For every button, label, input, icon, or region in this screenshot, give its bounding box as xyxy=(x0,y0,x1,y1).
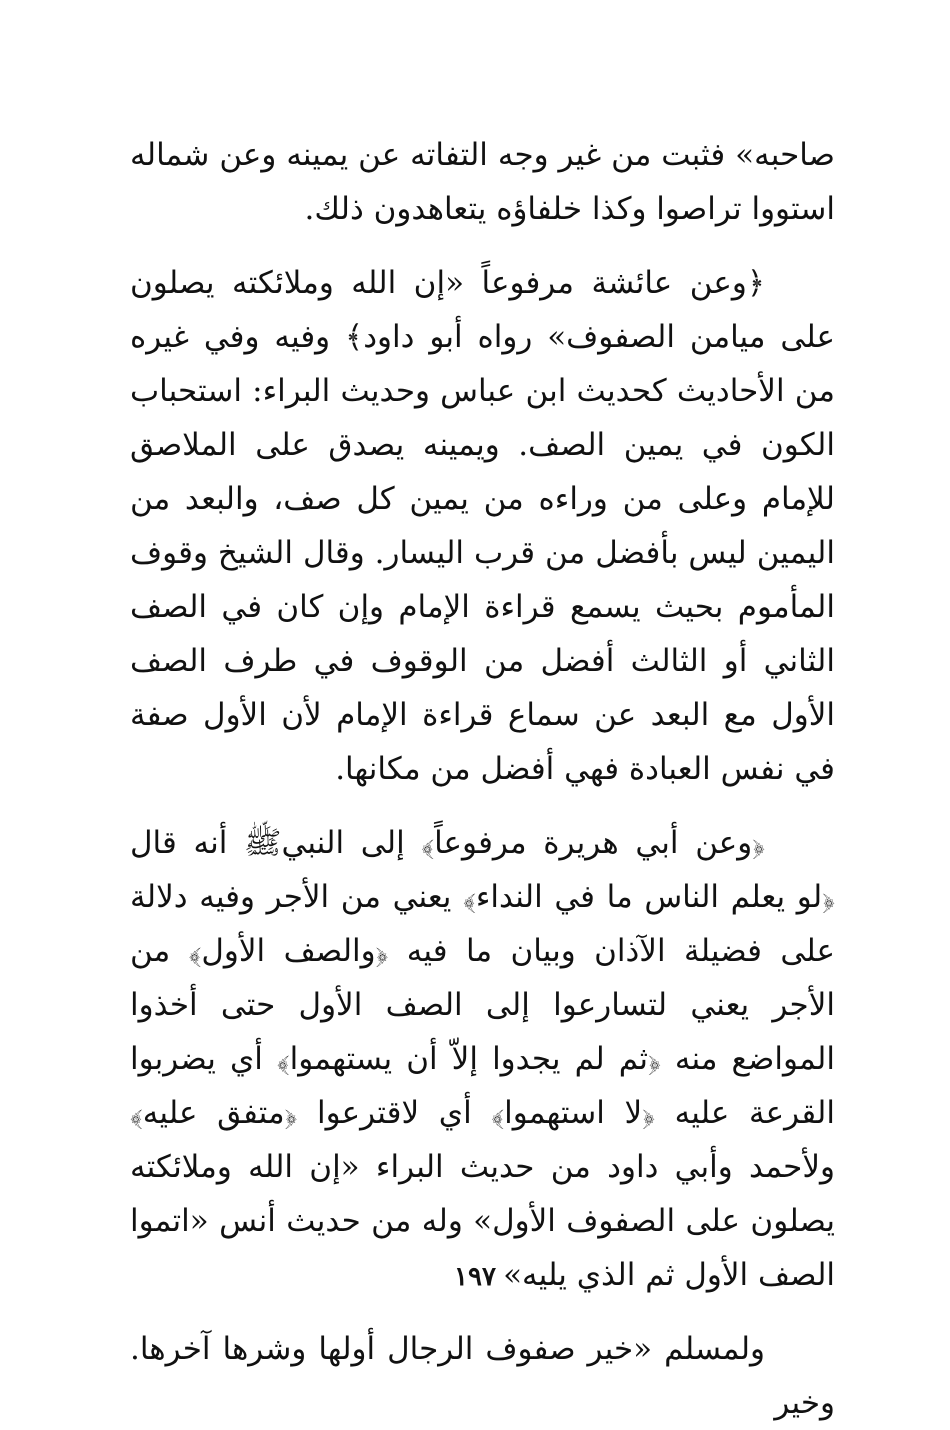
page-number: ١٩٧ xyxy=(454,1262,496,1292)
paragraph-2: ﴿وعن عائشة مرفوعاً «إن الله وملائكته يصلون على ميامن الصفوف» رواه أبو داود﴾ وفيه وفي غيره من الأحاديث كحديث ابن عباس وحديث البراء: استحباب الكون في يمين الصف. ويمينه يصدق على الملاصق للإمام وعلى من وراءه من يمين كل صف، والبعد من اليمين ليس بأفضل من قرب اليسار. وقال الشيخ وقوف المأموم بحيث يسمع قراءة الإمام وإن كان في الصف الثاني أو الثالث أفضل من الوقوف في طرف الصف الأول مع البعد عن سماع قراءة الإمام لأن الأول صفة في نفس العبادة فهي أفضل من مكانها. xyxy=(130,265,835,787)
paragraph-4: ولمسلم «خير صفوف الرجال أولها وشرها آخرها. وخير xyxy=(130,1331,835,1421)
paragraph-1: صاحبه» فثبت من غير وجه التفاته عن يمينه وعن شماله استووا تراصوا وكذا خلفاؤه يتعاهدون ذلك. xyxy=(130,137,835,227)
page-body xyxy=(130,128,835,1430)
paragraph-3: ﴿وعن أبي هريرة مرفوعاً﴾ إلى النبيﷺ أنه قال ﴿لو يعلم الناس ما في النداء﴾ يعني من الأجر وفيه دلالة على فضيلة الآذان وبيان ما فيه ﴿والصف الأول﴾ من الأجر يعني لتسارعوا إلى الصف الأول حتى أخذوا المواضع منه ﴿ثم لم يجدوا إلاّ أن يستهموا﴾ أي يضربوا القرعة عليه ﴿لا استهموا﴾ أي لاقترعوا ﴿متفق عليه﴾ ولأحمد وأبي داود من حديث البراء «إن الله وملائكته يصلون على الصفوف الأول» وله من حديث أنس «اتموا الصف الأول ثم الذي يليه» xyxy=(130,825,835,1293)
